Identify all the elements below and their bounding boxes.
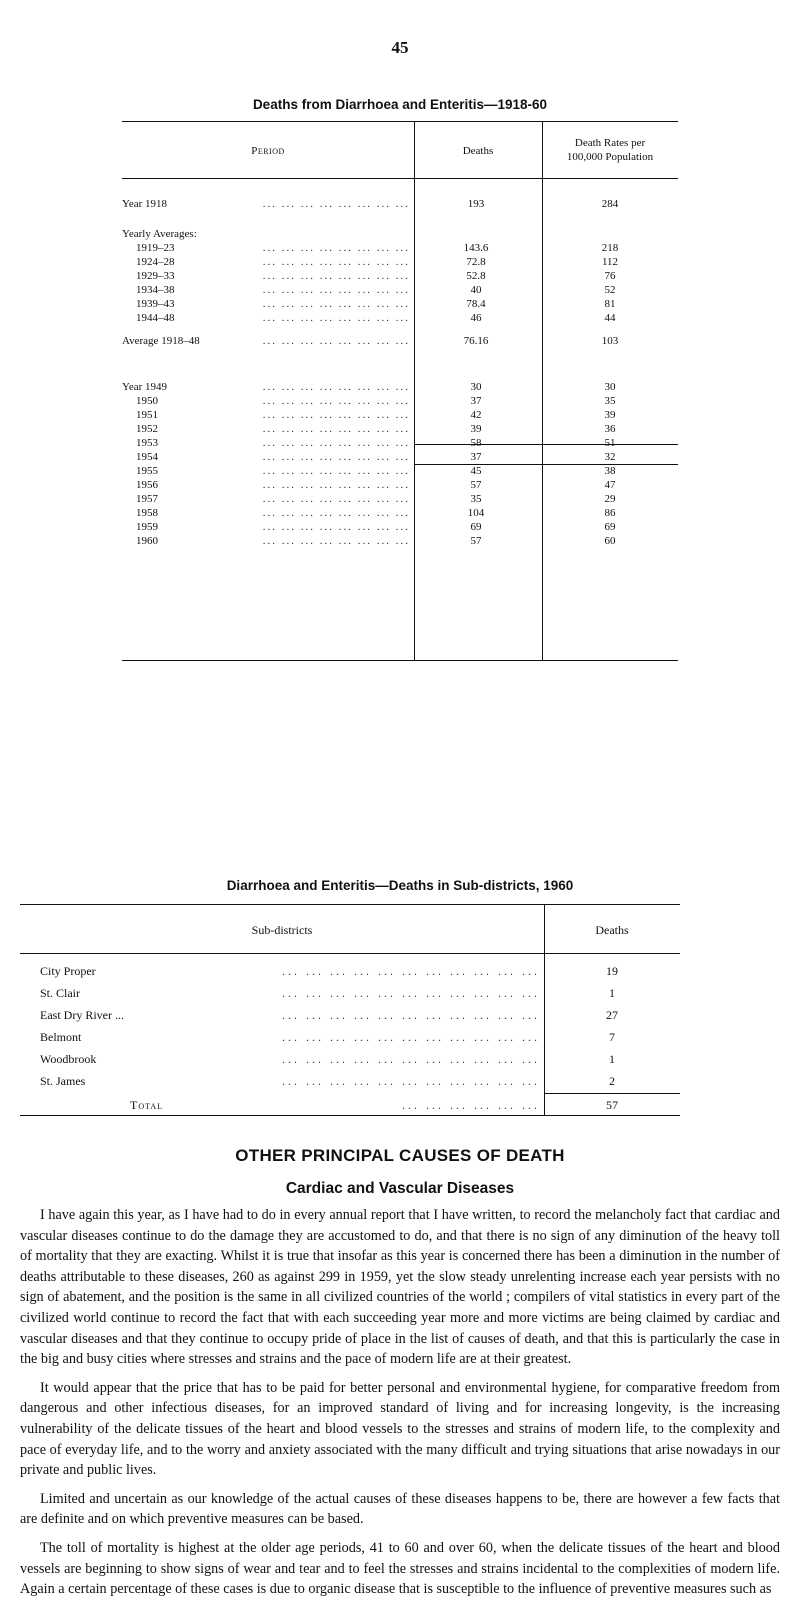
subdistrict-rows-overlay <box>20 904 680 1114</box>
period-header: Period <box>251 145 285 157</box>
table-row: ... ... ... ... ... ... ... ... 1952 39 36 <box>136 423 616 435</box>
table-row: ... ... ... ... ... ... ... ... Year 1949 30 30 <box>122 381 616 393</box>
table-row: ... ... ... ... ... ... ... ... 1954 37 32 <box>136 451 616 463</box>
table-row: ... ... ... ... ... ... ... ... ... ... ... St. Clair 1 <box>40 986 615 1000</box>
table-row: ... ... ... ... ... ... ... ... 1958 104 86 <box>136 507 616 519</box>
total-row: ... ... ... ... ... ... Total 57 <box>20 1097 680 1113</box>
rate-header-line2: 100,000 Population <box>566 151 654 163</box>
table-row: ... ... ... ... ... ... ... ... 1955 45 38 <box>136 465 616 477</box>
table-row: ... ... ... ... ... ... ... ... ... ... ... Belmont 7 <box>40 1030 615 1044</box>
table-row: ... ... ... ... ... ... ... ... ... ... ... St. James 2 <box>20 1073 680 1089</box>
table-row: ... ... ... ... ... ... ... ... 1957 35 29 <box>136 493 616 505</box>
section-subheading: Cardiac and Vascular Diseases <box>285 1180 515 1197</box>
table-row: ... ... ... ... ... ... ... ... ... ... ... Woodbrook 1 <box>40 1052 615 1066</box>
deaths-header: Deaths <box>595 923 629 937</box>
row-value: 2 <box>609 1074 615 1088</box>
deaths-header: Deaths <box>462 145 494 157</box>
table-row: ... ... ... ... ... ... ... ... 1934–38 40 52 <box>136 284 616 296</box>
total-value: 57 <box>606 1098 618 1112</box>
rate-header-line1: Death Rates per <box>574 137 646 149</box>
table-row: ... ... ... ... ... ... ... ... 1959 69 69 <box>136 521 616 533</box>
total-label: Total <box>130 1097 167 1113</box>
table-row: ... ... ... ... ... ... ... ... 1919–23 143.6 218 <box>136 242 619 254</box>
table2-title: Diarrhoea and Enteritis—Deaths in Sub-districts, 1960 <box>226 878 574 893</box>
diarrhoea-deaths-table <box>122 121 678 661</box>
table-row: ... ... ... ... ... ... ... ... 1953 58 51 <box>136 437 616 449</box>
subdistricts-header: Sub-districts <box>251 923 313 937</box>
table-row: ... ... ... ... ... ... ... ... 1951 42 39 <box>136 409 616 421</box>
table-row: ... ... ... ... ... ... ... ... 1944–48 46 44 <box>136 312 616 324</box>
header-rule <box>122 178 678 179</box>
table1-title: Deaths from Diarrhoea and Enteritis—1918-60 <box>252 97 548 112</box>
table-row: ... ... ... ... ... ... ... ... 1929–33 52.8 76 <box>136 270 616 282</box>
table-row: ... ... ... ... ... ... ... ... 1960 57 60 <box>136 535 616 547</box>
table-row: ... ... ... ... ... ... ... ... Average 1918–48 76.16 103 <box>122 335 619 347</box>
section-heading: OTHER PRINCIPAL CAUSES OF DEATH <box>235 1146 565 1165</box>
paragraph: I have again this year, as I have had to do in every annual report that I have written, to record the melancholy fact that cardiac and vascular diseases continue to do the damage they are accustomed to do, and that there is no sign of any diminution of the heavy toll of mortality that they are exacting. Whilst it is true that insofar as this year is concerned there has been a diminution in the number of deaths attributable to these diseases, 260 as against 299 in 1959, yet the slow steady unrelenting increase each year persists with no sign of abatement, and the position is the same in all civilized countries of the world ; compilers of vital statistics in every part of the civilized world continue to record the fact that with each succeeding year more and more victims are being claimed by cardiac and vascular diseases and that they continue to occupy pride of place in the list of causes of death, and that this is particularly the case in the big and busy cities where stresses and strains and the pace of modern life are at their greatest. <box>20 1207 780 1368</box>
table-row: ... ... ... ... ... ... ... ... 1956 57 47 <box>136 479 616 491</box>
table-row: ... ... ... ... ... ... ... ... Year 1918 193 284 <box>122 198 619 210</box>
table-row: ... ... ... ... ... ... ... ... 1950 37 35 <box>136 395 616 407</box>
page-number: 45 <box>391 38 409 57</box>
paragraph: Limited and uncertain as our knowledge of the actual causes of these diseases happens to be, there are however a few facts that are definite and on which preventive measures can be based. <box>20 1490 780 1528</box>
paragraph: It would appear that the price that has to be paid for better personal and environmental hygiene, for comparative freedom from dangerous and other infectious diseases, for an improved standard of living and for increasing longevity, is the increasing vulnerability of the delicate tissues of the heart and blood vessels to the stresses and strains of modern life, to the complexity and pace of everyday life, and to the worry and anxiety associated with the many difficult and trying situations that arise nowadays in our private and public lives. <box>20 1379 780 1479</box>
table-row: ... ... ... ... ... ... ... ... 1924–28 72.8 112 <box>136 256 619 268</box>
yearly-averages-label: Yearly Averages: <box>122 228 197 240</box>
row-label: St. James <box>40 1073 89 1089</box>
body-text <box>20 1205 780 1608</box>
table-row: ... ... ... ... ... ... ... ... ... ... ... City Proper 19 <box>40 964 618 978</box>
table-row: ... ... ... ... ... ... ... ... ... ... ... East Dry River ... 27 <box>40 1008 618 1022</box>
table-row: ... ... ... ... ... ... ... ... 1939–43 78.4 81 <box>136 298 616 310</box>
paragraph: The toll of mortality is highest at the older age periods, 41 to 60 and over 60, when the delicate tissues of the heart and blood vessels are beginning to show signs of wear and tear and to feel the stresses and strains incidental to the complexities of modern life. Again a certain percentage of these cases is due to organic disease that is susceptible to the influence of preventive measures such as <box>20 1539 780 1598</box>
